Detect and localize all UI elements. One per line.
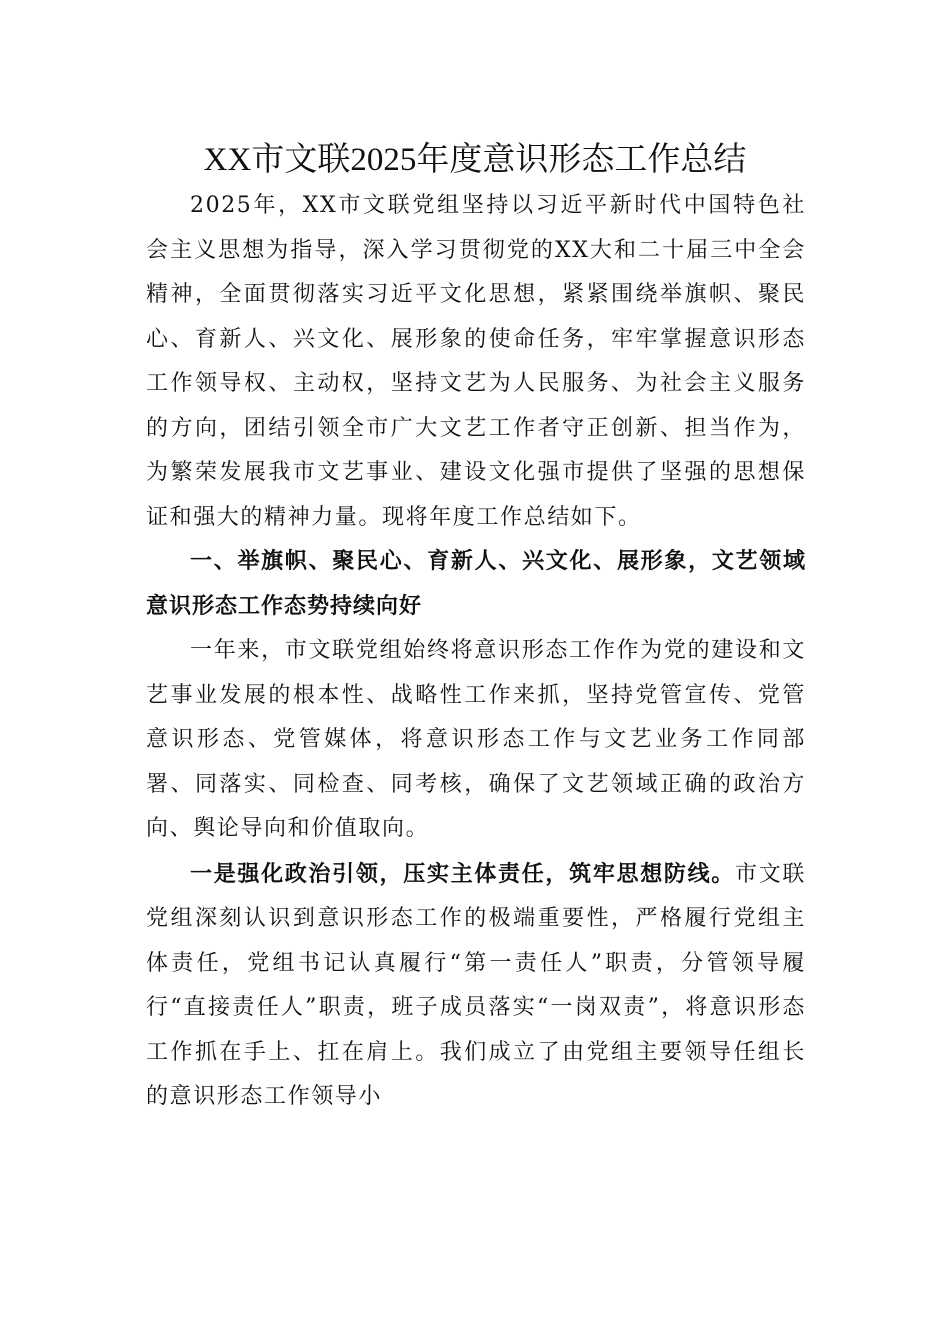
document-body: [146, 184, 806, 1120]
document-title: XX市文联2025年度意识形态工作总结: [203, 142, 747, 179]
point-paragraph-1: [146, 852, 806, 1120]
section-paragraph-1: 一年来，市文联党组始终将意识形态工作作为党的建设和文艺事业发展的根本性、战略性工作来抓，坚持党管宣传、党管意识形态、党管媒体，将意识形态工作与文艺业务工作同部署、同落实、同检查、同考核，确保了文艺领域正确的政治方向、舆论导向和价值取向。: [146, 638, 806, 841]
section-heading-1: 一、举旗帜、聚民心、育新人、兴文化、展形象，文艺领域意识形态工作态势持续向好: [146, 549, 806, 619]
point-lead-1: 一是强化政治引领，压实主体责任，筑牢思想防线。: [190, 860, 735, 887]
intro-paragraph: 2025年，XX市文联党组坚持以习近平新时代中国特色社会主义思想为指导，深入学习贯彻党的XX大和二十届三中全会精神，全面贯彻落实习近平文化思想，紧紧围绕举旗帜、聚民心、育新人、兴文化、展形象的使命任务，牢牢掌握意识形态工作领导权、主动权，坚持文艺为人民服务、为社会主义服务的方向，团结引领全市广大文艺工作者守正创新、担当作为，为繁荣发展我市文艺事业、建设文化强市提供了坚强的思想保证和强大的精神力量。现将年度工作总结如下。: [146, 193, 806, 530]
point-text-1: 市文联党组深刻认识到意识形态工作的极端重要性，严格履行党组主体责任，党组书记认真履行“第一责任人”职责，分管领导履行“直接责任人”职责，班子成员落实“一岗双责”，将意识形态工作抓在手上、扛在肩上。我们成立了由党组主要领导任组长的意识形态工作领导小: [146, 861, 806, 1109]
